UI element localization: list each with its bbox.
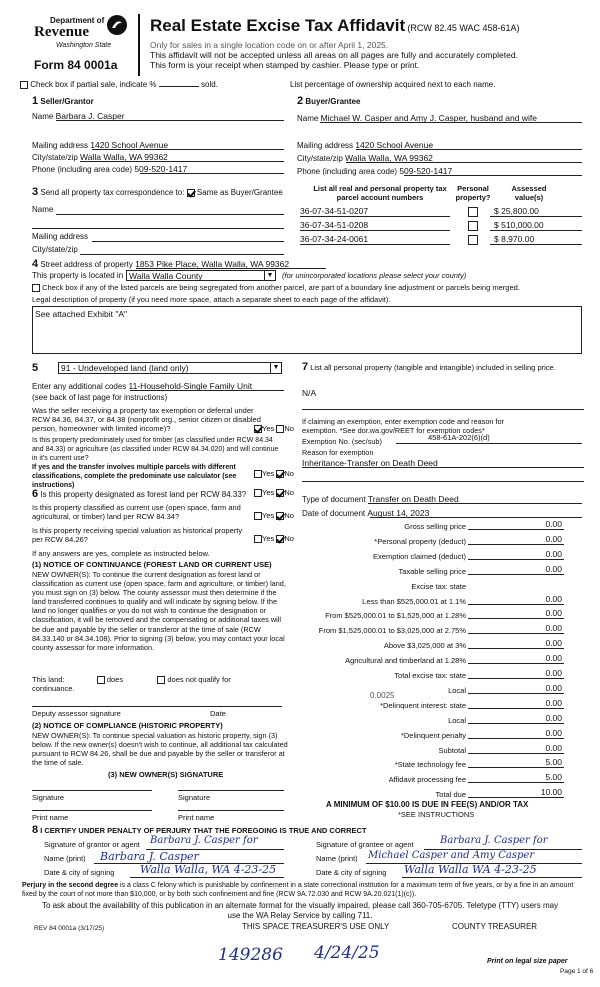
- does-checkbox[interactable]: [97, 676, 105, 684]
- wa-logo-icon: [106, 14, 128, 36]
- grantor-sig-label: Signature of grantor or agent: [44, 840, 140, 849]
- doc-type-label: Type of document: [302, 495, 366, 504]
- seller-phone-label: Phone (including area code): [32, 165, 133, 174]
- dor-logo: [34, 14, 134, 62]
- doc-date-field[interactable]: August 14, 2023: [367, 508, 430, 518]
- legal-description-text: See attached Exhibit "A": [35, 309, 128, 319]
- seller-mail-underline: [92, 149, 284, 150]
- new-owner-print-1[interactable]: [32, 810, 152, 811]
- treasurer-stamp-number: 149286: [218, 945, 283, 965]
- tax-row-label: Affidavit processing fee: [388, 775, 466, 785]
- land-use-select[interactable]: [58, 362, 282, 374]
- buyer-mail-field[interactable]: 1420 School Avenue: [355, 140, 434, 150]
- perjury-text: is a class C felony which is punishable by confinement in a state correctional institution for a maximum term of five years, or by a fine in an amount fixed by the court of not more than $10,000, or by both such confinement and fine (RCW 9A.72.030 and RCW 9A.20.021(1)(c)).: [22, 882, 574, 898]
- seller-name-field[interactable]: Barbara J. Casper: [55, 111, 125, 121]
- personal-property-field[interactable]: N/A: [302, 388, 317, 398]
- tax-row-value[interactable]: 10.00: [540, 787, 562, 798]
- exempt-label: If claiming an exemption, enter exemption code and reason for exemption. *See dor.wa.gov/REET for exemption codes*: [302, 417, 504, 435]
- tax-row-label: Total due: [435, 790, 466, 800]
- partial-sale-percent-field[interactable]: [159, 86, 199, 87]
- tax-row-underline: [468, 782, 564, 783]
- seller-city-label: City/state/zip: [32, 153, 78, 162]
- rcw-text: (RCW 82.45 WAC 458-61A): [407, 23, 520, 33]
- seller-heading: 1 Seller/Grantor: [32, 95, 94, 107]
- tax-row-value[interactable]: 0.00: [545, 563, 562, 574]
- tax-row-value[interactable]: 0.00: [545, 682, 562, 693]
- buyer-phone-field[interactable]: 509-520-1417: [399, 166, 453, 176]
- forest-yes-no: [254, 488, 294, 497]
- tax-row-label: From $525,000.01 to $1,525,000 at 1.28%: [325, 611, 466, 621]
- exemption-yes-no: [254, 424, 294, 433]
- subtitle-1: Only for sales in a single location code on or after April 1, 2025.: [150, 40, 389, 50]
- doc-date-underline: [370, 517, 582, 518]
- does-not-label: does not qualify for: [167, 675, 231, 684]
- no-label: No: [284, 511, 294, 520]
- tax-row-value[interactable]: 0.00: [545, 742, 562, 753]
- treasurer-stamp-date: 4/24/25: [314, 943, 380, 963]
- tax-row-underline: [468, 753, 564, 754]
- tax-row-underline: [468, 618, 564, 619]
- buyer-mail-label: Mailing address: [297, 141, 354, 150]
- yes-label: Yes: [262, 469, 275, 478]
- buyer-phone-underline: [404, 175, 582, 176]
- section5-number: 5: [32, 362, 39, 374]
- buyer-name-field[interactable]: Michael W. Casper and Amy J. Casper, husband and wife: [320, 113, 537, 123]
- buyer-heading: 2 Buyer/Grantee: [297, 95, 361, 107]
- section3-city-label: City/state/zip: [32, 245, 78, 254]
- does-not-checkbox[interactable]: [157, 676, 165, 684]
- tax-row-value[interactable]: 0.00: [545, 608, 562, 619]
- current-use-no-checkbox[interactable]: [276, 512, 284, 520]
- tax-row-underline: [468, 559, 564, 560]
- forest-yes-checkbox[interactable]: [254, 489, 262, 497]
- certify-line: 8 I CERTIFY UNDER PENALTY OF PERJURY THAT THE FOREGOING IS TRUE AND CORRECT: [32, 824, 367, 836]
- rev-number: REV 84 0001a (3/17/25): [34, 925, 105, 932]
- if-yes-note: If any answers are yes, complete as instructed below.: [32, 549, 210, 558]
- additional-underline: [130, 390, 284, 391]
- deputy-date-label: Date: [210, 709, 226, 718]
- historic-question: Is this property receiving special valuation as historical property per RCW 84.26?: [32, 526, 243, 544]
- seller-phone-underline: [140, 173, 284, 174]
- tax-row-label: Excise tax: state: [411, 581, 466, 591]
- historic-yes-no: [254, 534, 294, 543]
- tax-row-value[interactable]: 5.00: [545, 772, 562, 783]
- see-instructions: *SEE INSTRUCTIONS: [398, 810, 475, 819]
- tax-row-label: From $1,525,000.01 to $3,025,000 at 2.75%: [318, 626, 466, 636]
- certify-text: I CERTIFY UNDER PENALTY OF PERJURY THAT THE FOREGOING IS TRUE AND CORRECT: [40, 826, 367, 835]
- seller-name-underline: [56, 120, 284, 121]
- qualify-row: [32, 675, 231, 684]
- segregated-label: Check box if any of the listed parcels are being segregated from another parcel, are part of a boundary line adjustment or parcels being merged.: [42, 283, 520, 292]
- minimum-note: A MINIMUM OF $10.00 IS DUE IN FEE(S) AND/OR TAX: [326, 800, 529, 809]
- tax-row-underline: [468, 693, 564, 694]
- treasurer-only: THIS SPACE TREASURER'S USE ONLY: [242, 922, 390, 931]
- section3-name-field[interactable]: [56, 214, 284, 215]
- value-underline: [490, 216, 582, 217]
- partial-sale-label: Check box if partial sale, indicate %: [30, 80, 157, 89]
- signature-label-2: Signature: [178, 793, 211, 802]
- grantee-date-label: Date & city of signing: [316, 868, 387, 877]
- tax-row-underline: [468, 544, 564, 545]
- new-owner-signature-1[interactable]: [32, 790, 152, 791]
- this-land-label: This land:: [32, 675, 65, 684]
- grantee-signature[interactable]: Barbara J. Casper for: [440, 835, 548, 846]
- no-label: No: [284, 424, 294, 433]
- tax-row-underline: [468, 529, 564, 530]
- reason-underline-2: [302, 481, 584, 482]
- personal-col-header: Personal property?: [455, 184, 491, 202]
- doc-type-underline: [368, 503, 582, 504]
- forest-question: Is this property designated as forest land per RCW 84.33?: [40, 490, 247, 499]
- exemption-question: Was the seller receiving a property tax exemption or deferral under RCW 84.36, 84.37, or 84.38 (nonprofit org., senior citizen or disabled person, homeowner with limited income)?: [32, 406, 261, 433]
- no-label: No: [284, 469, 294, 478]
- access-notice: To ask about the availability of this publication in an alternate format for the visually impaired, please call 360-705-6705. Teletype (TTY) users may use the WA Relay Service by calling 711.: [41, 901, 559, 920]
- grantor-name[interactable]: Barbara J. Casper: [100, 850, 199, 863]
- tax-row-underline: [468, 738, 564, 739]
- located-row: [32, 271, 123, 280]
- signature-label-1: Signature: [32, 793, 65, 802]
- tax-row-label: Above $3,025,000 at 3%: [383, 641, 466, 651]
- current-use-yes-checkbox[interactable]: [254, 512, 262, 520]
- parcel-number[interactable]: 36-07-34-51-0208: [300, 220, 369, 230]
- tax-row-value[interactable]: 0.00: [545, 623, 562, 634]
- print-legal: Print on legal size paper: [487, 958, 568, 965]
- yes-label: Yes: [262, 511, 275, 520]
- tax-row-underline: [468, 797, 564, 798]
- yes-label: Yes: [262, 534, 275, 543]
- timber-yes-checkbox[interactable]: [254, 470, 262, 478]
- tax-row-label: Agricultural and timberland at 1.28%: [345, 656, 466, 666]
- seller-name-label: Name: [32, 112, 54, 121]
- ownership-note: List percentage of ownership acquired next to each name.: [290, 80, 496, 89]
- street-field[interactable]: 1853 Pike Place, Walla Walla, WA 99362: [135, 259, 290, 269]
- personal-property-underline: [302, 409, 584, 410]
- county-select[interactable]: [126, 270, 276, 281]
- tax-row-label: *Delinquent penalty: [400, 730, 466, 740]
- continuance-label: continuance.: [32, 684, 75, 693]
- exempt-no-field[interactable]: 458-61A-202(6)(d): [428, 433, 490, 442]
- tax-row-underline: [468, 708, 564, 709]
- chevron-down-icon: ▼: [264, 271, 275, 280]
- segregated-row: [32, 283, 520, 292]
- seller-mail-field[interactable]: 1420 School Avenue: [90, 140, 169, 150]
- dept-line3: Washington State: [56, 42, 112, 49]
- dept-line1: Department of: [50, 16, 105, 25]
- doc-date-label: Date of document: [302, 509, 366, 518]
- section3-city-field[interactable]: [80, 254, 284, 255]
- buyer-name-label: Name: [297, 114, 319, 123]
- legal-label: Legal description of property (if you need more space, attach a separate sheet to each page of the affidavit).: [32, 295, 391, 304]
- tax-row-underline: [468, 604, 564, 605]
- current-use-yes-no: [254, 511, 294, 520]
- tax-row-value[interactable]: 0.00: [545, 533, 562, 544]
- grantee-name[interactable]: Michael Casper and Amy Casper: [368, 850, 535, 861]
- section3-mail-label: Mailing address: [32, 232, 89, 241]
- new-owner-signature-2[interactable]: [178, 790, 284, 791]
- legal-description-field[interactable]: [32, 306, 582, 354]
- additional-codes-label: Enter any additional codes: [32, 382, 127, 391]
- grantee-sig-label: Signature of grantee or agent: [316, 840, 414, 849]
- tax-row-underline: [468, 633, 564, 634]
- does-label: does: [106, 675, 124, 684]
- yes-label: Yes: [262, 488, 275, 497]
- notice2-text: NEW OWNER(S): To continue special valuation as historic property, sign (3) below. If the new owner(s) doesn't wish to continue, all additional tax calculated pursuant to RCW 84.26, shall be due and payable by the seller or transferor at the time of sale.: [32, 731, 288, 768]
- buyer-city-field[interactable]: Walla Walla, WA 99362: [345, 153, 433, 163]
- notice3-title: (3) NEW OWNER(S) SIGNATURE: [108, 770, 224, 779]
- seller-phone-field[interactable]: 509-520-1417: [134, 164, 188, 174]
- tax-row-value[interactable]: 0.00: [545, 593, 562, 604]
- notice1-title: (1) NOTICE OF CONTINUANCE (FOREST LAND OR CURRENT USE): [32, 560, 272, 569]
- county-select-value: Walla Walla County: [129, 271, 203, 281]
- see-back: (see back of last page for instructions): [32, 393, 168, 402]
- yes-label: Yes: [262, 424, 275, 433]
- form-number: Form 84 0001a: [34, 58, 118, 72]
- parcel-underline: [300, 244, 450, 245]
- local-rate: 0.0025: [370, 691, 395, 700]
- land-use-value: 91 - Undeveloped land (land only): [61, 363, 189, 373]
- street-underline: [136, 268, 326, 269]
- section6-q1: 6 Is this property designated as forest land per RCW 84.33?: [32, 488, 247, 500]
- reason-label: Reason for exemption: [302, 448, 374, 457]
- same-as-buyer-label: Same as Buyer/Grantee: [196, 188, 283, 197]
- section3-mail-field[interactable]: [92, 241, 284, 242]
- same-as-buyer-checkbox[interactable]: [187, 189, 195, 197]
- tax-row-value[interactable]: 0.00: [545, 712, 562, 723]
- buyer-name-underline: [320, 122, 582, 123]
- parcel-number[interactable]: 36-07-34-24-0061: [300, 234, 369, 244]
- parcel-assessed-value[interactable]: $ 510,000.00: [494, 220, 544, 230]
- street-row: 4 Street address of property 1853 Pike Place, Walla Walla, WA 99362: [32, 258, 290, 270]
- buyer-heading-label: Buyer/Grantee: [305, 97, 361, 106]
- dept-line2: Revenue: [34, 24, 89, 40]
- doc-type-field[interactable]: Transfer on Death Deed: [367, 494, 459, 504]
- tax-row-label: Taxable selling price: [398, 566, 466, 576]
- reason-field[interactable]: Inheritance-Transfer on Death Deed: [302, 458, 438, 468]
- parcel-assessed-value[interactable]: $ 8,970.00: [494, 234, 535, 244]
- exempt-no-underline: [396, 443, 582, 444]
- historic-yes-checkbox[interactable]: [254, 535, 262, 543]
- print-name-label-2: Print name: [178, 813, 215, 822]
- forest-no-checkbox[interactable]: [276, 489, 284, 497]
- seller-mail-label: Mailing address: [32, 141, 89, 150]
- tax-row-label: Less than $525,000.01 at 1.1%: [362, 596, 466, 606]
- tax-row-label: *Personal property (deduct): [374, 536, 466, 546]
- perjury-bold: Perjury in the second degree: [22, 882, 119, 889]
- section7-row: 7 List all personal property (tangible and intangible) included in selling price.: [302, 361, 556, 373]
- section3-row: 3 Send all property tax correspondence to: Same as Buyer/Grantee: [32, 186, 283, 198]
- subtitle-2: This affidavit will not be accepted unless all areas on all pages are fully and accurately completed.: [150, 50, 518, 60]
- header-divider: [138, 14, 140, 76]
- tax-row-label: Local: [448, 685, 466, 695]
- partial-sale-row: [20, 80, 218, 89]
- parcel-underline: [300, 230, 450, 231]
- tax-row-underline: [468, 767, 564, 768]
- buyer-phone-label: Phone (including area code): [297, 167, 398, 176]
- timber-yes-no: [254, 469, 294, 478]
- seller-city-field[interactable]: Walla Walla, WA 99362: [80, 152, 168, 162]
- located-note: (for unincorporated locations please select your county): [282, 271, 467, 280]
- tax-row-value[interactable]: 0.00: [545, 653, 562, 664]
- tax-row-label: Subtotal: [438, 745, 466, 755]
- parcel-col-header: List all real and personal property tax parcel account numbers: [313, 184, 447, 202]
- partial-sale-checkbox[interactable]: [20, 81, 28, 89]
- historic-no-checkbox[interactable]: [276, 535, 284, 543]
- grantor-signature[interactable]: Barbara J. Casper for: [150, 835, 258, 846]
- county-treasurer: COUNTY TREASURER: [452, 922, 538, 931]
- tax-row-label: Total excise tax: state: [394, 671, 466, 680]
- tax-row-underline: [468, 663, 564, 664]
- tax-row-value[interactable]: 0.00: [545, 727, 562, 738]
- exemption-no-checkbox[interactable]: [276, 425, 284, 433]
- value-underline: [490, 230, 582, 231]
- subtitle-3: This form is your receipt when stamped by cashier. Please type or print.: [150, 60, 420, 70]
- seller-city-underline: [80, 161, 284, 162]
- tax-row-value[interactable]: 0.00: [545, 548, 562, 559]
- parcel-assessed-value[interactable]: $ 25,800.00: [494, 206, 539, 216]
- partial-sale-sold: sold.: [201, 80, 218, 89]
- timber-no-checkbox[interactable]: [276, 470, 284, 478]
- buyer-mail-underline: [356, 149, 582, 150]
- exemption-yes-checkbox[interactable]: [254, 425, 262, 433]
- chevron-down-icon: ▼: [270, 363, 281, 373]
- tax-row-label: Gross selling price: [404, 522, 466, 531]
- grantor-date[interactable]: Walla Walla, WA 4-23-25: [140, 863, 277, 876]
- personal-property-label: List all personal property (tangible and intangible) included in selling price.: [310, 363, 556, 372]
- page-number: Page 1 of 6: [560, 968, 594, 975]
- tax-row-value[interactable]: 5.00: [545, 757, 562, 768]
- current-use-question: Is this property classified as current use (open space, farm and agricultural, or timber) land per RCW 84.34?: [32, 503, 241, 521]
- grantor-name-label: Name (print): [44, 854, 86, 863]
- buyer-city-label: City/state/zip: [297, 154, 343, 163]
- parcel-number[interactable]: 36-07-34-51-0207: [300, 206, 369, 216]
- street-label: Street address of property: [40, 260, 133, 269]
- deputy-label: Deputy assessor signature: [32, 709, 121, 718]
- timber-note: If yes and the transfer involves multiple parcels with different classifications, complete the predominate use calculator (see instructions): [32, 464, 237, 489]
- seller-heading-label: Seller/Grantor: [40, 97, 94, 106]
- timber-question: Is this property predominately used for timber (as classified under RCW 84.34 and 84.33) or agriculture (as classified under RCW 84.34.020) and will continue in it's current use?: [32, 437, 279, 462]
- parcel-personal-checkbox[interactable]: [468, 221, 478, 231]
- section3-label: Send all property tax correspondence to:: [40, 188, 185, 197]
- new-owner-print-2[interactable]: [178, 810, 284, 811]
- section3-name-label: Name: [32, 205, 54, 214]
- tax-row-value[interactable]: 0.00: [545, 697, 562, 708]
- tax-row-underline: [468, 648, 564, 649]
- tax-row-underline: [468, 574, 564, 575]
- grantee-name-label: Name (print): [316, 854, 358, 863]
- perjury-notice: [22, 881, 586, 899]
- exempt-no-label: Exemption No. (sec/sub): [302, 437, 382, 446]
- tax-row-label: Exemption claimed (deduct): [373, 551, 466, 561]
- grantee-date-line: [402, 877, 582, 878]
- grantee-date[interactable]: Walla Walla WA 4-23-25: [404, 863, 537, 876]
- form-title: [150, 16, 520, 36]
- tax-row-label: Local: [448, 715, 466, 725]
- tax-row-value[interactable]: 0.00: [545, 519, 562, 529]
- additional-codes-field[interactable]: 11-Household-Single Family Unit: [128, 381, 253, 391]
- tax-row-label: *State technology fee: [394, 760, 466, 770]
- segregated-checkbox[interactable]: [32, 284, 40, 292]
- print-name-label-1: Print name: [32, 813, 69, 822]
- no-label: No: [284, 488, 294, 497]
- tax-row-label: *Delinquent interest: state: [380, 700, 466, 710]
- parcel-underline: [300, 216, 450, 217]
- title-text: Real Estate Excise Tax Affidavit: [150, 16, 406, 35]
- located-label: This property is located in: [32, 271, 124, 280]
- notice2-title: (2) NOTICE OF COMPLIANCE (HISTORIC PROPERTY): [32, 721, 223, 730]
- tax-row-value[interactable]: 0.00: [545, 668, 562, 678]
- reason-underline: [302, 467, 584, 468]
- parcel-personal-checkbox[interactable]: [468, 207, 478, 217]
- grantor-date-label: Date & city of signing: [44, 868, 115, 877]
- buyer-city-underline: [346, 162, 582, 163]
- tax-row-value[interactable]: 0.00: [545, 638, 562, 649]
- parcel-personal-checkbox[interactable]: [468, 235, 478, 245]
- value-underline: [490, 244, 582, 245]
- no-label: No: [284, 534, 294, 543]
- assessed-col-header: Assessed value(s): [511, 184, 547, 202]
- tax-row-underline: [468, 723, 564, 724]
- section3-name-field-2[interactable]: [32, 228, 284, 229]
- grantor-date-line: [130, 877, 284, 878]
- notice1-text: NEW OWNER(S): To continue the current designation as forest land or classification as current use (open space, farm and agriculture, or timber) land, you must sign on (3) below. The county assessor must then determine if the land transferred continues to qualify and will indicate by signing below. If the land no longer qualifies or you do not wish to continue the designation or classification, it will be removed and the compensating or additional taxes will be due and payable by the seller or transferor at the time of sale (RCW 84.33.140 or 84.34.108). Prior to signing (3) below, you may contact your local county assessor for more information.: [32, 570, 286, 652]
- deputy-signature-field[interactable]: [32, 706, 282, 707]
- tax-row-underline: [468, 678, 564, 679]
